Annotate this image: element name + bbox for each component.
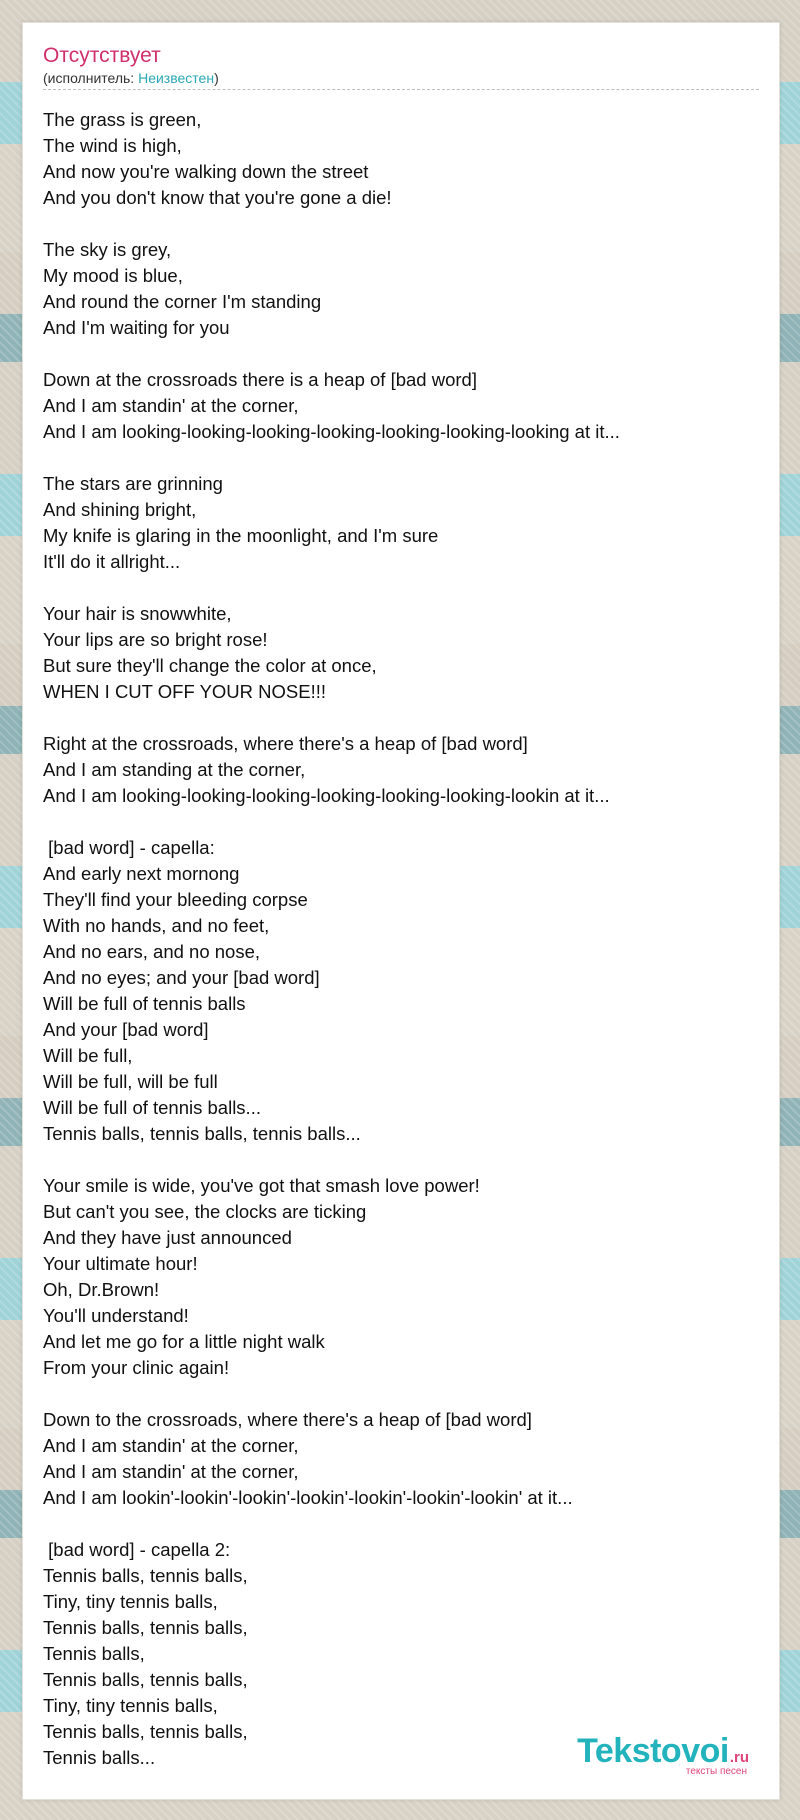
lyric-line: My knife is glaring in the moonlight, and I'm sure xyxy=(43,525,439,546)
lyric-line: Will be full, will be full xyxy=(43,1071,218,1092)
lyric-line: Tennis balls, tennis balls, xyxy=(43,1721,248,1742)
lyric-line: And no ears, and no nose, xyxy=(43,941,261,962)
lyric-line: But sure they'll change the color at once, xyxy=(43,655,377,676)
lyric-line: [bad word] - capella: xyxy=(43,837,215,858)
lyric-line xyxy=(43,575,759,601)
lyric-line: And now you're walking down the street xyxy=(43,161,369,182)
lyric-line: And they have just announced xyxy=(43,1227,292,1248)
artist-link[interactable]: Неизвестен xyxy=(138,70,215,86)
lyric-line: The wind is high, xyxy=(43,135,182,156)
lyric-line: Right at the crossroads, where there's a heap of [bad word] xyxy=(43,733,528,754)
lyric-line: The stars are grinning xyxy=(43,473,223,494)
lyric-line: Tiny, tiny tennis balls, xyxy=(43,1591,218,1612)
lyric-line: WHEN I CUT OFF YOUR NOSE!!! xyxy=(43,681,327,702)
logo-wordmark: Tekstovoi xyxy=(577,1732,729,1770)
lyric-line: Your hair is snowwhite, xyxy=(43,603,232,624)
lyric-line: The sky is grey, xyxy=(43,239,172,260)
lyric-line xyxy=(43,1511,759,1537)
lyric-line: And I am standin' at the corner, xyxy=(43,395,299,416)
song-header xyxy=(43,43,759,90)
lyric-line: You'll understand! xyxy=(43,1305,189,1326)
lyric-line: Will be full, xyxy=(43,1045,133,1066)
lyric-line: And I am looking-looking-looking-looking-looking-looking-looking at it... xyxy=(43,421,620,442)
lyric-line xyxy=(43,1147,759,1173)
lyric-line: Your lips are so bright rose! xyxy=(43,629,268,650)
site-logo[interactable] xyxy=(577,1734,749,1777)
lyric-line: Tennis balls, tennis balls, xyxy=(43,1565,248,1586)
lyric-line: Will be full of tennis balls... xyxy=(43,1097,261,1118)
lyric-line xyxy=(43,445,759,471)
logo-tagline: тексты песен xyxy=(685,1766,747,1777)
lyric-line: The grass is green, xyxy=(43,109,202,130)
lyric-line xyxy=(43,705,759,731)
lyric-line: Tiny, tiny tennis balls, xyxy=(43,1695,218,1716)
logo-tld: .ru xyxy=(729,1749,749,1766)
lyric-line: Tennis balls, xyxy=(43,1643,145,1664)
lyric-line: And you don't know that you're gone a die! xyxy=(43,187,392,208)
lyric-line xyxy=(43,809,759,835)
lyrics-card xyxy=(22,22,780,1800)
lyric-line: And early next mornong xyxy=(43,863,240,884)
artist-prefix: (исполнитель: xyxy=(43,70,139,86)
song-title: Отсутствует xyxy=(43,44,161,67)
lyric-line: And no eyes; and your [bad word] xyxy=(43,967,320,988)
lyric-line: Will be full of tennis balls xyxy=(43,993,246,1014)
lyric-line: From your clinic again! xyxy=(43,1357,230,1378)
artist-suffix: ) xyxy=(214,70,219,86)
lyric-line: Your ultimate hour! xyxy=(43,1253,198,1274)
lyric-line: Tennis balls... xyxy=(43,1747,156,1768)
lyric-line: Tennis balls, tennis balls, xyxy=(43,1617,248,1638)
lyric-line: And your [bad word] xyxy=(43,1019,209,1040)
lyric-line: And let me go for a little night walk xyxy=(43,1331,325,1352)
lyric-line: But can't you see, the clocks are ticking xyxy=(43,1201,367,1222)
lyric-line: And I am standin' at the corner, xyxy=(43,1461,299,1482)
lyric-line: And shining bright, xyxy=(43,499,197,520)
artist-line xyxy=(43,69,759,87)
lyric-line: Tennis balls, tennis balls, tennis balls... xyxy=(43,1123,361,1144)
lyric-line: And I am standing at the corner, xyxy=(43,759,306,780)
lyric-line: Down at the crossroads there is a heap of [bad word] xyxy=(43,369,477,390)
lyrics-text xyxy=(43,107,759,1771)
lyric-line: Tennis balls, tennis balls, xyxy=(43,1669,248,1690)
lyric-line: Oh, Dr.Brown! xyxy=(43,1279,160,1300)
lyric-line: And I am standin' at the corner, xyxy=(43,1435,299,1456)
lyric-line xyxy=(43,211,759,237)
lyric-line: My mood is blue, xyxy=(43,265,183,286)
lyric-line xyxy=(43,341,759,367)
lyric-line: It'll do it allright... xyxy=(43,551,181,572)
lyric-line xyxy=(43,1381,759,1407)
lyric-line: Your smile is wide, you've got that smash love power! xyxy=(43,1175,480,1196)
lyric-line: And I am looking-looking-looking-looking-looking-looking-lookin at it... xyxy=(43,785,610,806)
lyric-line: Down to the crossroads, where there's a heap of [bad word] xyxy=(43,1409,532,1430)
lyric-line: And round the corner I'm standing xyxy=(43,291,322,312)
lyric-line: They'll find your bleeding corpse xyxy=(43,889,308,910)
lyric-line: [bad word] - capella 2: xyxy=(43,1539,231,1560)
lyric-line: And I'm waiting for you xyxy=(43,317,230,338)
lyric-line: And I am lookin'-lookin'-lookin'-lookin'-lookin'-lookin'-lookin' at it... xyxy=(43,1487,573,1508)
lyric-line: With no hands, and no feet, xyxy=(43,915,270,936)
